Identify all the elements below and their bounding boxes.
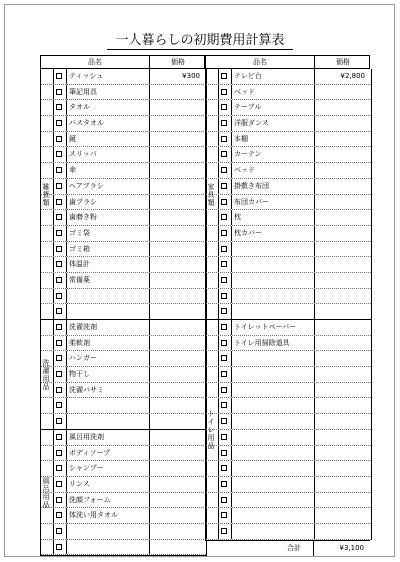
list-item (41, 320, 206, 336)
item-name[interactable]: ヘアブラシ (69, 181, 104, 190)
item-checkbox[interactable] (221, 120, 227, 126)
item-name[interactable]: ティッシュ (69, 72, 104, 80)
item-checkbox[interactable] (221, 355, 227, 361)
item-checkbox[interactable] (56, 214, 62, 220)
item-name[interactable]: ゴミ袋 (69, 228, 90, 237)
list-item (206, 85, 371, 101)
item-name[interactable]: 枕 (234, 213, 241, 222)
list-item (41, 226, 206, 242)
list-item (206, 493, 371, 509)
list-item (41, 477, 206, 493)
item-name[interactable]: 体洗い用タオル (69, 511, 118, 520)
list-item (206, 163, 371, 179)
item-checkbox[interactable] (56, 497, 62, 503)
list-item (41, 398, 206, 414)
list-item (206, 242, 371, 258)
list-item (41, 493, 206, 509)
list-item (41, 195, 206, 211)
item-checkbox[interactable] (221, 230, 227, 236)
item-checkbox[interactable] (56, 89, 62, 95)
item-checkbox[interactable] (56, 512, 62, 518)
item-checkbox[interactable] (221, 387, 227, 393)
total-value: ¥3,100 (339, 544, 364, 552)
list-item (41, 132, 206, 148)
item-name[interactable]: 物干し (69, 370, 90, 379)
right-item-column (205, 69, 372, 540)
item-checkbox[interactable] (221, 277, 227, 283)
list-item (206, 461, 371, 477)
list-item (206, 508, 371, 524)
item-checkbox[interactable] (56, 199, 62, 205)
item-checkbox[interactable] (221, 89, 227, 95)
item-checkbox[interactable] (221, 261, 227, 267)
item-name[interactable]: 鏡 (69, 134, 76, 143)
item-checkbox[interactable] (221, 151, 227, 157)
page-title (0, 33, 400, 50)
list-item (206, 320, 371, 336)
item-name[interactable]: 掛敷き布団 (234, 181, 269, 190)
list-item (41, 304, 206, 320)
item-name[interactable]: リンス (69, 479, 90, 488)
item-checkbox[interactable] (56, 246, 62, 252)
item-checkbox[interactable] (56, 434, 62, 440)
list-item (41, 414, 206, 430)
list-item (41, 461, 206, 477)
item-checkbox[interactable] (56, 277, 62, 283)
item-checkbox[interactable] (56, 355, 62, 361)
item-checkbox[interactable] (221, 402, 227, 408)
item-checkbox[interactable] (56, 371, 62, 377)
item-checkbox[interactable] (56, 261, 62, 267)
list-item (41, 289, 206, 305)
item-name[interactable]: 歯ブラシ (69, 197, 97, 206)
item-name[interactable]: スリッパ (69, 150, 97, 159)
item-name[interactable]: 洗濯バサミ (69, 385, 104, 394)
left-header-price: 価格 (149, 56, 206, 68)
item-checkbox[interactable] (221, 73, 227, 79)
list-item (206, 195, 371, 211)
list-item (206, 446, 371, 462)
item-checkbox[interactable] (221, 340, 227, 346)
item-checkbox[interactable] (221, 104, 227, 110)
list-item (206, 398, 371, 414)
item-name[interactable]: ボディソープ (69, 448, 111, 457)
item-checkbox[interactable] (221, 450, 227, 456)
list-item (206, 147, 371, 163)
item-checkbox[interactable] (221, 183, 227, 189)
list-item (206, 477, 371, 493)
list-item (41, 351, 206, 367)
list-item (206, 257, 371, 273)
list-item (41, 69, 206, 85)
list-item (41, 147, 206, 163)
item-name[interactable]: タオル (69, 103, 90, 112)
list-item (41, 100, 206, 116)
item-name[interactable]: トイレ用掃除道具 (234, 338, 290, 347)
item-name[interactable]: 筆記用具 (69, 87, 97, 96)
item-name[interactable]: ゴミ箱 (69, 244, 90, 253)
item-name[interactable]: トイレットペーパー (234, 323, 297, 331)
item-name[interactable]: 枕カバー (234, 228, 262, 237)
list-item (41, 163, 206, 179)
category-label: 雑 貨 類 (42, 182, 50, 207)
list-item (206, 367, 371, 383)
item-name[interactable]: 洋服ダンス (234, 119, 269, 128)
right-header (205, 55, 370, 69)
item-checkbox[interactable] (56, 402, 62, 408)
item-checkbox[interactable] (56, 183, 62, 189)
category-label: 洗 濯 用 品 (42, 359, 50, 392)
list-item (206, 179, 371, 195)
item-checkbox[interactable] (221, 308, 227, 314)
item-name[interactable]: シャンプー (69, 464, 104, 473)
item-name[interactable]: 本棚 (234, 134, 248, 143)
list-item (41, 446, 206, 462)
list-item (41, 85, 206, 101)
item-checkbox[interactable] (56, 465, 62, 471)
item-checkbox[interactable] (221, 199, 227, 205)
list-item (206, 304, 371, 320)
list-item (41, 116, 206, 132)
item-name[interactable]: 体温計 (69, 260, 90, 269)
item-name[interactable]: 布団カバー (234, 197, 269, 206)
item-name[interactable]: テレビ台 (234, 72, 262, 80)
list-item (206, 351, 371, 367)
category-label: 家 具 類 (207, 182, 215, 207)
item-checkbox[interactable] (56, 481, 62, 487)
item-checkbox[interactable] (221, 136, 227, 142)
item-name[interactable]: 洗顔フォーム (69, 495, 111, 504)
item-name[interactable]: ベッド (234, 87, 255, 96)
left-item-column (40, 69, 207, 556)
item-checkbox[interactable] (221, 528, 227, 534)
item-name[interactable]: 常備薬 (69, 275, 90, 284)
list-item (206, 226, 371, 242)
list-item (41, 430, 206, 446)
item-name[interactable]: テーブル (234, 103, 262, 112)
item-name[interactable]: ハンガー (69, 354, 97, 363)
list-item (41, 273, 206, 289)
item-checkbox[interactable] (56, 528, 62, 534)
right-header-price: 価格 (314, 56, 371, 68)
item-name[interactable]: 風呂用洗剤 (69, 432, 104, 441)
item-checkbox[interactable] (56, 387, 62, 393)
list-item (41, 540, 206, 556)
list-item (206, 524, 371, 540)
item-checkbox[interactable] (56, 230, 62, 236)
item-name[interactable]: ベッド (234, 166, 255, 175)
list-item (206, 100, 371, 116)
item-checkbox[interactable] (221, 371, 227, 377)
item-checkbox[interactable] (221, 167, 227, 173)
list-item (41, 367, 206, 383)
item-checkbox[interactable] (221, 465, 227, 471)
list-item (206, 414, 371, 430)
item-price[interactable]: ¥2,800 (340, 72, 365, 80)
item-checkbox[interactable] (56, 167, 62, 173)
right-header-name: 品名 (253, 58, 267, 66)
item-checkbox[interactable] (221, 324, 227, 330)
item-checkbox[interactable] (221, 214, 227, 220)
item-checkbox[interactable] (56, 308, 62, 314)
list-item (206, 383, 371, 399)
item-name[interactable]: カーテン (234, 150, 262, 159)
item-checkbox[interactable] (56, 136, 62, 142)
item-checkbox[interactable] (56, 544, 62, 550)
list-item (206, 69, 371, 85)
item-checkbox[interactable] (56, 340, 62, 346)
item-checkbox[interactable] (221, 434, 227, 440)
item-checkbox[interactable] (221, 512, 227, 518)
item-checkbox[interactable] (56, 104, 62, 110)
list-item (206, 336, 371, 352)
list-item (41, 242, 206, 258)
list-item (206, 116, 371, 132)
title-text: 一人暮らしの初期費用計算表 (107, 33, 292, 50)
item-name[interactable]: バスタオル (69, 119, 104, 128)
list-item (41, 179, 206, 195)
item-checkbox[interactable] (221, 418, 227, 424)
item-checkbox[interactable] (56, 151, 62, 157)
item-name[interactable]: 歯磨き粉 (69, 213, 97, 222)
item-price[interactable]: ¥300 (182, 72, 200, 80)
list-item (206, 289, 371, 305)
item-checkbox[interactable] (221, 497, 227, 503)
item-checkbox[interactable] (221, 293, 227, 299)
list-item (206, 132, 371, 148)
left-header (40, 55, 205, 69)
category-label: ト イ レ 用 品 (207, 410, 215, 451)
item-checkbox[interactable] (56, 120, 62, 126)
item-checkbox[interactable] (221, 246, 227, 252)
list-item (206, 273, 371, 289)
item-checkbox[interactable] (56, 450, 62, 456)
item-checkbox[interactable] (221, 481, 227, 487)
total-row (205, 540, 370, 557)
list-item (206, 210, 371, 226)
category-label: 風 呂 用 品 (42, 476, 50, 509)
list-item (41, 336, 206, 352)
item-checkbox[interactable] (56, 73, 62, 79)
list-item (41, 524, 206, 540)
item-name[interactable]: 柔軟剤 (69, 338, 90, 347)
total-label: 合計 (287, 544, 301, 552)
item-name[interactable]: 洗濯洗剤 (69, 323, 97, 331)
item-checkbox[interactable] (56, 418, 62, 424)
item-checkbox[interactable] (56, 324, 62, 330)
list-item (41, 383, 206, 399)
item-checkbox[interactable] (56, 293, 62, 299)
list-item (41, 257, 206, 273)
left-header-name: 品名 (88, 58, 102, 66)
list-item (206, 430, 371, 446)
list-item (41, 210, 206, 226)
item-name[interactable]: 傘 (69, 166, 76, 175)
list-item (41, 508, 206, 524)
